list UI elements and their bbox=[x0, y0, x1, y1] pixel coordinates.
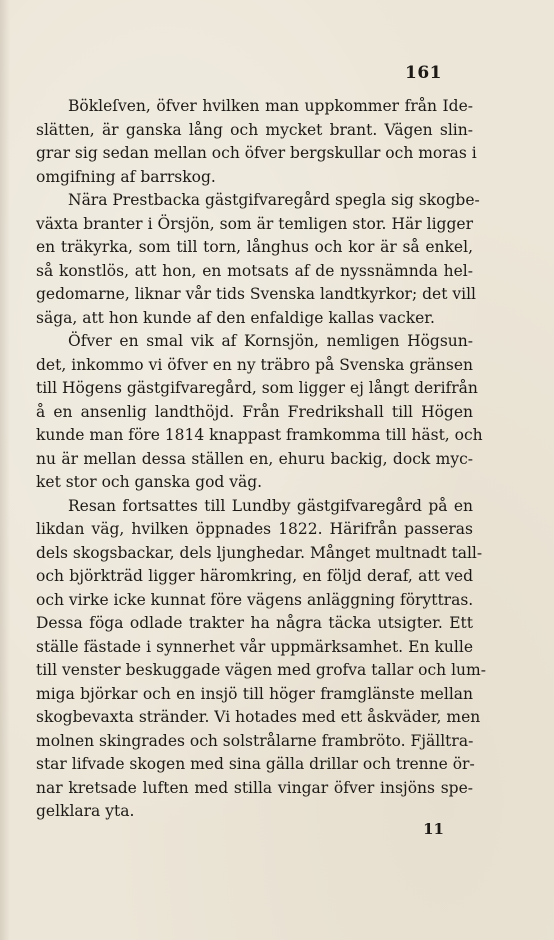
text-line: skogbevaxta stränder. Vi hotades med ett åskväder, men bbox=[36, 708, 481, 726]
text-line: nu är mellan dessa ställen en, ehuru backig, dock myc- bbox=[36, 449, 473, 468]
text-line: ket stor och ganska god väg. bbox=[36, 473, 263, 491]
text-line: och virke icke kunnat före vägens anläggning föryttras. bbox=[36, 590, 474, 609]
page-fold-shadow bbox=[0, 0, 10, 940]
text-line: gedomarne, liknar vår tids Svenska landtkyrkor; det vill bbox=[36, 285, 476, 303]
text-line: så konstlös, att hon, en motsats af de nyssnämnda hel- bbox=[36, 261, 473, 280]
text-line: Resan fortsattes till Lundby gästgifvaregård på en bbox=[68, 496, 473, 515]
body-text bbox=[36, 95, 486, 824]
text-line: kunde man före 1814 knappast framkomma till häst, och bbox=[36, 426, 483, 444]
text-line: Bökleſven, öfver hvilken man uppkommer från Ide- bbox=[68, 97, 473, 115]
text-line: molnen skingrades och solstrålarne frambröto. Fjälltra- bbox=[36, 731, 474, 750]
text-line: en träkyrka, som till torn, långhus och kor är så enkel, bbox=[36, 238, 473, 256]
text-line: dels skogsbackar, dels ljunghedar. Månget multnadt tall- bbox=[36, 543, 483, 562]
text-line: Öfver en smal vik af Kornsjön, nemligen Högsun- bbox=[68, 332, 473, 350]
text-line: star lifvade skogen med sina gälla drillar och trenne ör- bbox=[36, 755, 475, 773]
text-line: omgifning af barrskog. bbox=[36, 167, 216, 186]
text-line: slätten, är ganska lång och mycket brant. Vägen slin- bbox=[36, 120, 473, 139]
text-line: gelklara yta. bbox=[36, 802, 135, 820]
text-line: nar kretsade luften med stilla vingar öfver insjöns spe- bbox=[36, 778, 473, 797]
text-line: å en ansenlig landthöjd. Från Fredrikshall till Högen bbox=[36, 402, 473, 421]
text-line: Dessa föga odlade trakter ha några täcka utsigter. Ett bbox=[36, 614, 473, 632]
text-line: till Högens gästgifvaregård, som ligger ej långt derifrån bbox=[36, 379, 478, 397]
signature-mark: 11 bbox=[423, 820, 444, 838]
text-line: grar sig sedan mellan och öfver bergskullar och moras i bbox=[36, 144, 477, 162]
text-line: miga björkar och en insjö till höger framglänste mellan bbox=[36, 684, 473, 703]
text-line: ställe fästade i synnerhet vår uppmärksamhet. En kulle bbox=[36, 637, 473, 656]
page-number: 161 bbox=[405, 63, 442, 83]
text-line: växta branter i Örsjön, som är temligen stor. Här ligger bbox=[36, 214, 473, 233]
text-line: det, inkommo vi öfver en ny träbro på Svenska gränsen bbox=[36, 355, 473, 374]
text-line: likdan väg, hvilken öppnades 1822. Härifrån passeras bbox=[36, 520, 473, 538]
text-line: och björkträd ligger häromkring, en följd deraf, att ved bbox=[36, 567, 473, 585]
text-line: säga, att hon kunde af den enfaldige kallas vacker. bbox=[36, 308, 435, 327]
text-line: Nära Prestbacka gästgifvaregård spegla sig skogbe- bbox=[68, 191, 480, 209]
text-line: till venster beskuggade vägen med grofva tallar och lum- bbox=[36, 661, 486, 679]
